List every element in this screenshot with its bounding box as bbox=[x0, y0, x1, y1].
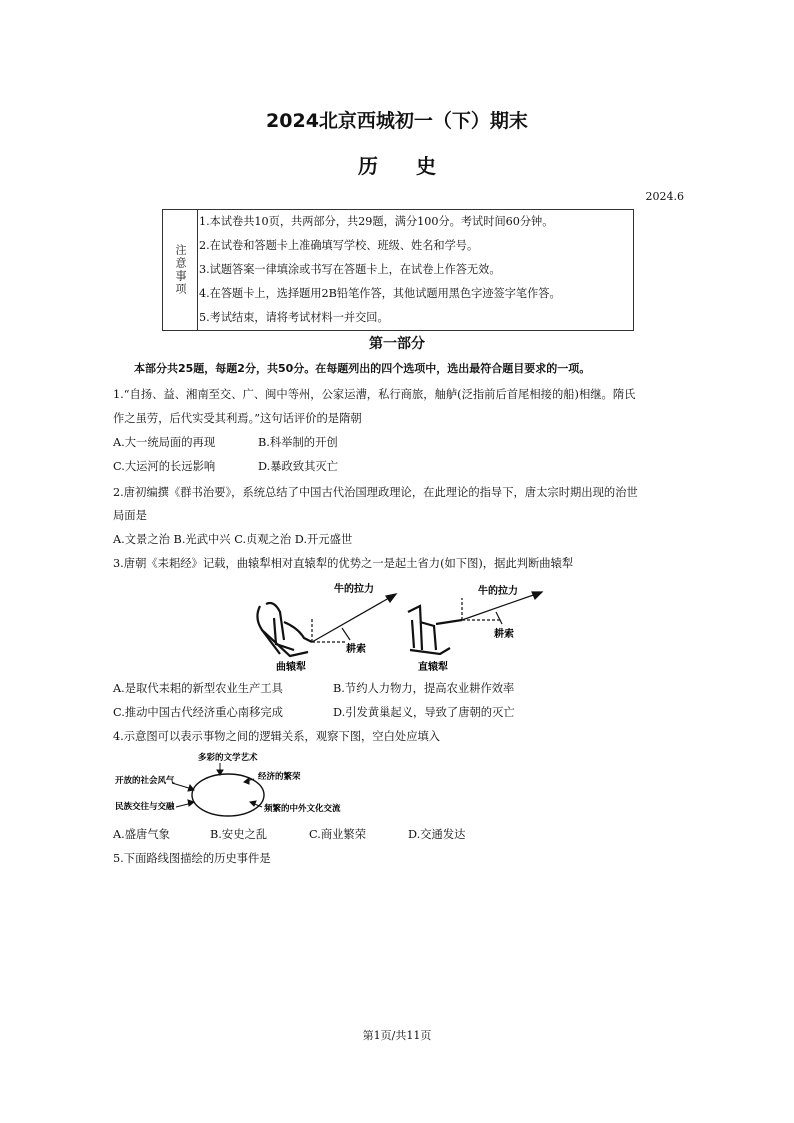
q4-option-d: D.交通发达 bbox=[408, 828, 466, 841]
q5-stem: 5.下面路线图描绘的历史事件是 bbox=[113, 852, 271, 865]
part1-instructions: 本部分共25题，每题2分，共50分。在每题列出的四个选项中，选出最符合题目要求的一项。 bbox=[134, 362, 591, 375]
part1-title: 第一部分 bbox=[369, 336, 425, 352]
curved-plough-rope-label: 耕索 bbox=[346, 644, 366, 655]
logic-diagram bbox=[112, 749, 362, 821]
notice-label: 注意事项 bbox=[174, 244, 187, 296]
q3-option-d: D.引发黄巢起义，导致了唐朝的灭亡 bbox=[333, 706, 515, 719]
curved-plough-pull-label: 牛的拉力 bbox=[334, 584, 374, 595]
straight-plough-drawing bbox=[408, 606, 462, 654]
notice-item: 4.在答题卡上，选择题用2B铅笔作答，其他试题用黑色字迹签字笔作答。 bbox=[199, 287, 561, 300]
q2-stem-line2: 局面是 bbox=[113, 509, 147, 522]
page-footer: 第1页/共11页 bbox=[362, 1029, 432, 1042]
q1-option-c: C.大运河的长远影响 bbox=[113, 460, 216, 473]
q3-option-a: A.是取代耒耜的新型农业生产工具 bbox=[113, 682, 283, 695]
q1-stem-line2: 作之虽劳，后代实受其利焉。”这句话评价的是隋朝 bbox=[113, 412, 362, 425]
q4-option-b: B.安史之乱 bbox=[210, 828, 268, 841]
straight-plough-pull-label: 牛的拉力 bbox=[478, 586, 518, 597]
exam-subject: 历史 bbox=[358, 154, 474, 178]
q1-option-a: A.大一统局面的再现 bbox=[113, 436, 216, 449]
diagram-lower-left-label: 民族交往与交融 bbox=[115, 802, 175, 812]
curved-plough-force-lines bbox=[312, 594, 396, 642]
q4-stem: 4.示意图可以表示事物之间的逻辑关系，观察下图，空白处应填入 bbox=[113, 730, 441, 743]
notice-item: 5.考试结束，请将考试材料一并交回。 bbox=[199, 311, 389, 324]
q1-option-b: B.科举制的开创 bbox=[258, 436, 338, 449]
central-ellipse bbox=[192, 774, 264, 816]
q3-stem: 3.唐朝《耒耜经》记载，曲辕犁相对直辕犁的优势之一是起土省力(如下图)，据此判断曲辕犁 bbox=[113, 557, 574, 570]
straight-plough-name: 直辕犁 bbox=[418, 662, 448, 673]
q4-option-c: C.商业繁荣 bbox=[309, 828, 367, 841]
diagram-lower-right-label: 频繁的中外文化交流 bbox=[264, 804, 341, 814]
q1-option-d: D.暴政致其灭亡 bbox=[258, 460, 339, 473]
q4-option-a: A.盛唐气象 bbox=[113, 828, 170, 841]
notice-item: 2.在试卷和答题卡上准确填写学校、班级、姓名和学号。 bbox=[199, 239, 479, 252]
q3-option-c: C.推动中国古代经济重心南移完成 bbox=[113, 706, 283, 719]
diagram-top-label: 多彩的文学艺术 bbox=[198, 753, 258, 763]
q2-options: A.文景之治 B.光武中兴 C.贞观之治 D.开元盛世 bbox=[113, 533, 353, 546]
q3-option-b: B.节约人力物力，提高农业耕作效率 bbox=[333, 682, 515, 695]
curved-plough-name: 曲辕犁 bbox=[276, 662, 306, 673]
curved-plough-drawing bbox=[257, 603, 312, 656]
diagram-upper-right-label: 经济的繁荣 bbox=[258, 772, 301, 782]
exam-date: 2024.6 bbox=[645, 190, 684, 203]
diagram-upper-left-label: 开放的社会风气 bbox=[115, 776, 175, 786]
notice-label-cell bbox=[163, 210, 198, 330]
notice-box bbox=[162, 209, 634, 331]
plough-figure bbox=[250, 578, 560, 674]
straight-plough-rope-label: 耕索 bbox=[494, 629, 514, 640]
notice-item: 3.试题答案一律填涂或书写在答题卡上，在试卷上作答无效。 bbox=[199, 263, 501, 276]
diagram-arrows bbox=[172, 763, 262, 807]
exam-title: 2024北京西城初一（下）期末 bbox=[266, 110, 528, 132]
notice-items bbox=[199, 211, 629, 331]
q2-stem-line1: 2.唐初编撰《群书治要》，系统总结了中国古代治国理政理论，在此理论的指导下，唐太宗时期出现的治世 bbox=[113, 486, 638, 499]
notice-item: 1.本试卷共10页，共两部分，共29题，满分100分。考试时间60分钟。 bbox=[199, 215, 554, 228]
q1-stem-line1: 1.“自扬、益、湘南至交、广、闽中等州，公家运漕，私行商旅，舳舻(泛指前后首尾相接的船)相继。隋氏 bbox=[113, 388, 636, 401]
